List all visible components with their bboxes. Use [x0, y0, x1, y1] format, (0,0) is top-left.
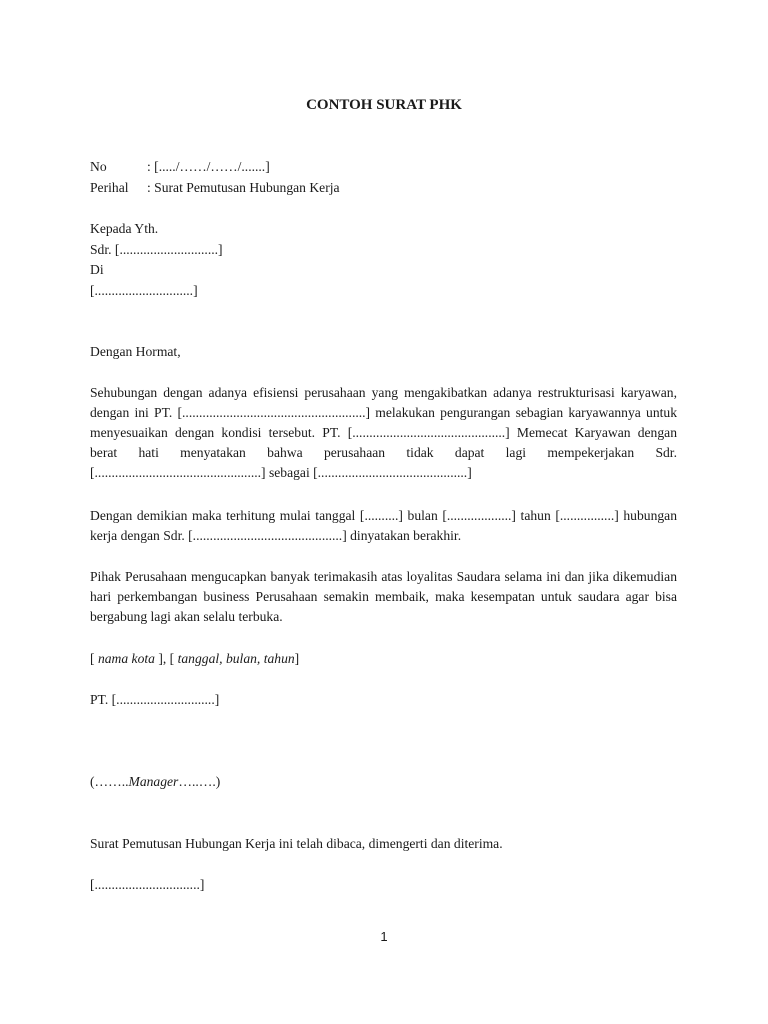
- date-placeholder: tanggal, bulan, tahun: [177, 651, 295, 666]
- signature-line: [90, 772, 220, 792]
- signature-close: …..….): [178, 774, 221, 789]
- page-title: CONTOH SURAT PHK: [306, 97, 462, 113]
- acknowledgement: Surat Pemutusan Hubungan Kerja ini telah dibaca, dimengerti dan diterima.: [90, 836, 503, 851]
- recipient-line-2: Sdr. [.............................]: [90, 242, 223, 257]
- bracket-middle: ], [: [154, 651, 178, 666]
- subject-line: [90, 178, 340, 198]
- paragraph-2: Dengan demikian maka terhitung mulai tanggal [..........] bulan [...................] tahun [................] hubungan kerja dengan Sdr. [............................................] dinyatakan berakhir.: [90, 508, 677, 543]
- recipient-line-4: [.............................]: [90, 283, 198, 298]
- recipient-line-1: Kepada Yth.: [90, 221, 159, 236]
- signature-open: (……..: [90, 774, 129, 789]
- city-placeholder: nama kota: [97, 651, 155, 666]
- number-label: No: [90, 159, 107, 174]
- recipient-line-3: Di: [90, 262, 104, 277]
- subject-label: Perihal: [90, 180, 129, 195]
- number-value: : [...../……/……/.......]: [147, 159, 270, 174]
- bracket-open: [: [90, 651, 98, 666]
- page-number: 1: [380, 929, 388, 944]
- subject-value: : Surat Pemutusan Hubungan Kerja: [147, 180, 340, 195]
- paragraph-3: Pihak Perusahaan mengucapkan banyak terimakasih atas loyalitas Saudara selama ini dan jika dikemudian hari perkembangan business Perusahaan semakin membaik, maka kesempatan untuk saudara agar bisa bergabung lagi akan selalu terbuka.: [90, 569, 677, 624]
- acknowledgement-blank: [...............................]: [90, 877, 205, 892]
- bracket-close: ]: [294, 651, 300, 666]
- company-line: PT. [.............................]: [90, 692, 220, 707]
- salutation: Dengan Hormat,: [90, 344, 181, 359]
- signature-role: Manager: [128, 774, 179, 789]
- place-date-line: [90, 649, 299, 669]
- number-line: [90, 157, 270, 177]
- paragraph-1: Sehubungan dengan adanya efisiensi perusahaan yang mengakibatkan adanya restrukturisasi karyawan, dengan ini PT. [......................................................] melakukan pengurangan sebagian karyawannya untuk menyesuaikan dengan kondisi tersebut. PT. [.............................................] Memecat Karyawan dengan berat hati menyatakan bahwa perusahaan tidak dapat lagi mempekerjakan Sdr. [.................................................] sebagai [............................................]: [90, 385, 677, 480]
